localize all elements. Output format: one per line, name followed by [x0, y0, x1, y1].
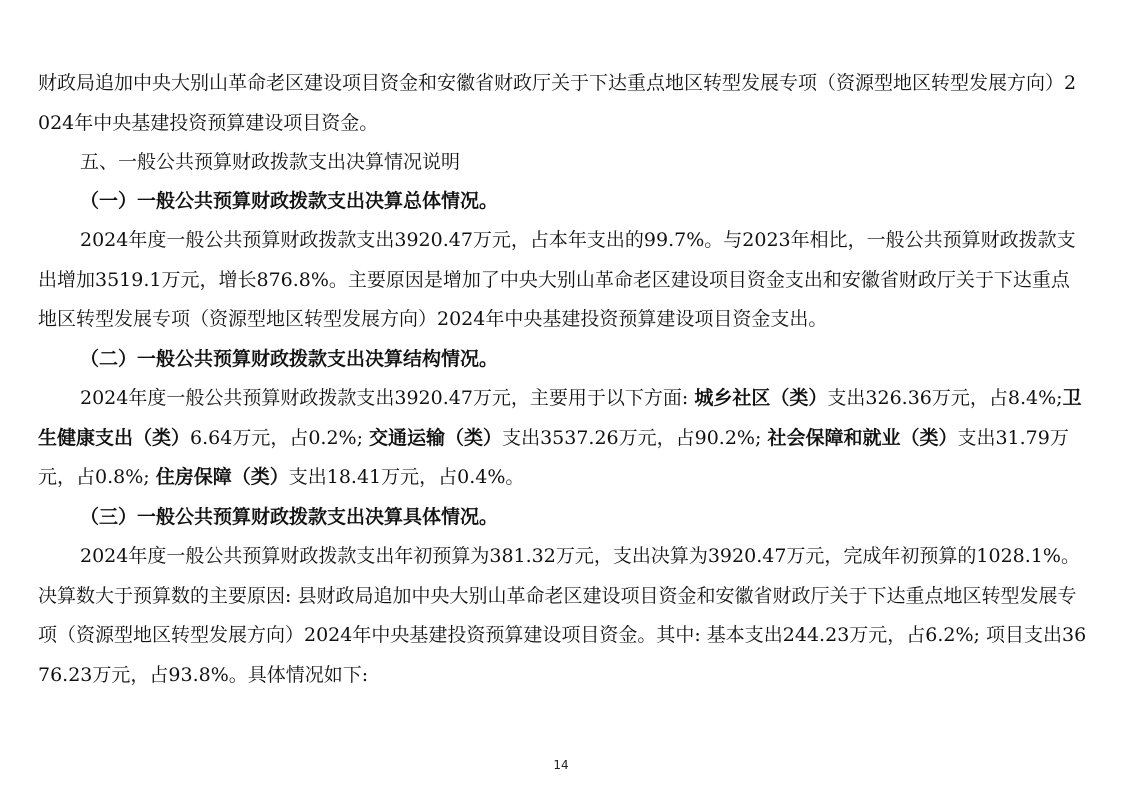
subsection-1-body: 2024年度一般公共预算财政拨款支出3920.47万元，占本年支出的99.7%。与2023年相比，一般公共预算财政拨款支出增加3519.1万元，增长876.8%。主要原因是增加了中央大别山革命老区建设项目资金支出和安徽省财政厅关于下达重点地区转型发展专项（资源型地区转型发展方向）2024年中央基建投资预算建设项目资金支出。	[38, 229, 1076, 330]
subsection-3-title: （三）一般公共预算财政拨款支出决算具体情况。	[80, 506, 499, 528]
category-health: 卫生健康支出（类）	[38, 387, 1082, 449]
intro-paragraph: 财政局追加中央大别山革命老区建设项目资金和安徽省财政厅关于下达重点地区转型发展专项（资源型地区转型发展方向）2024年中央基建投资预算建设项目资金。	[38, 72, 1077, 134]
structure-text-1: 2024年度一般公共预算财政拨款支出3920.47万元，主要用于以下方面:	[80, 387, 695, 409]
subsection-3-body: 2024年度一般公共预算财政拨款支出年初预算为381.32万元，支出决算为3920.47万元，完成年初预算的1028.1%。决算数大于预算数的主要原因: 县财政局追加中央大别山革命老区建设项目资金和安徽省财政厅关于下达重点地区转型发展专项（资源型地区转型发展方向）2024年中央基建投资预算建设项目资金。其中: 基本支出244.23万元，占6.2%; 项目支出3676.23万元，占93.8%。具体情况如下:	[38, 545, 1087, 686]
subsection-1-title: （一）一般公共预算财政拨款支出决算总体情况。	[80, 190, 499, 212]
category-transportation: 交通运输（类）	[369, 426, 503, 449]
page-number: 14	[553, 758, 569, 772]
subsection-2-body	[38, 379, 1088, 498]
structure-text-3: 6.64万元，占0.2%;	[190, 426, 370, 449]
structure-text-5: 支出31.79万元，占0.8%;	[38, 426, 1069, 488]
structure-text-2: 支出326.36万元，占8.4%;	[827, 387, 1063, 409]
section-5-title: 五、一般公共预算财政拨款支出决算情况说明	[80, 151, 461, 173]
category-social-security: 社会保障和就业（类）	[767, 426, 958, 449]
structure-text-4: 支出3537.26万元，占90.2%;	[502, 426, 768, 449]
category-housing: 住房保障（类）	[155, 466, 289, 488]
category-urban-rural-community: 城乡社区（类）	[694, 387, 828, 409]
structure-text-6: 支出18.41万元，占0.4%。	[288, 466, 525, 488]
subsection-2-title: （二）一般公共预算财政拨款支出决算结构情况。	[80, 348, 499, 370]
